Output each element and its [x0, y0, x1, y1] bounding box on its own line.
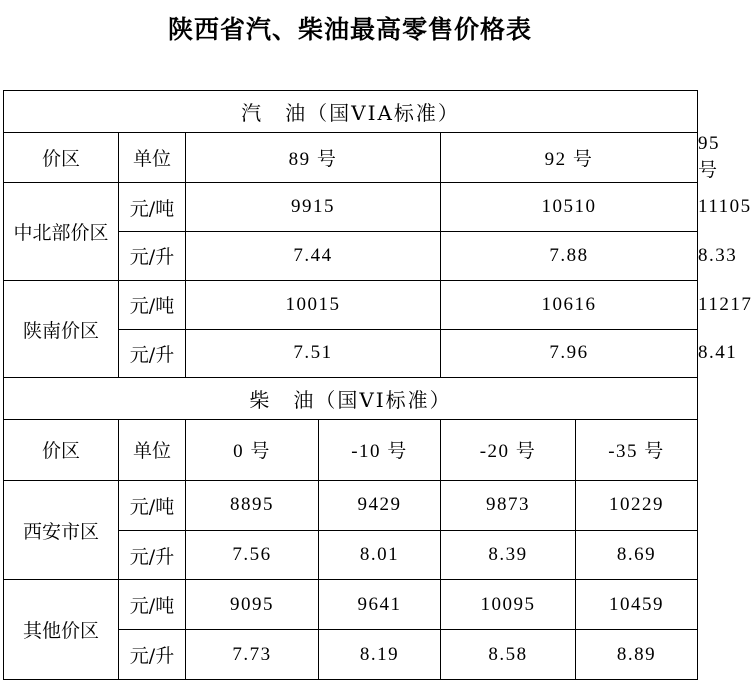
price-cell: 9915: [186, 183, 441, 232]
grade-92-header: 92 号: [441, 132, 698, 183]
region-name: 中北部价区: [4, 183, 119, 280]
price-cell: 9095: [186, 580, 319, 630]
page-title: 陕西省汽、柴油最高零售价格表: [167, 15, 532, 44]
price-cell: 8.69: [576, 530, 698, 580]
price-table: [3, 90, 752, 680]
price-cell: 7.88: [441, 232, 698, 281]
diesel-section-header: [4, 378, 698, 420]
unit-cell: 元/吨: [119, 183, 186, 232]
price-cell: 7.44: [186, 232, 441, 281]
gasoline-section-standard: 油（国VIA标准）: [285, 100, 460, 125]
diesel-unit-header: 单位: [119, 419, 186, 480]
table-row: 中北部价区 元/吨 9915 10510 11105: [4, 183, 698, 232]
gasoline-unit-header: 单位: [119, 132, 186, 183]
price-cell: 9429: [319, 480, 441, 530]
grade-0-header: 0 号: [186, 419, 319, 480]
region-name: 西安市区: [4, 480, 119, 580]
gasoline-section-header: [4, 91, 698, 133]
price-cell: 10095: [441, 580, 576, 630]
diesel-section-char: 柴: [249, 388, 272, 413]
unit-cell: 元/吨: [119, 280, 186, 329]
gasoline-section-char: 汽: [241, 100, 264, 125]
price-cell: 8.58: [441, 630, 576, 680]
price-cell: 9641: [319, 580, 441, 630]
price-cell: 8.89: [576, 630, 698, 680]
diesel-section-title: [4, 378, 698, 420]
region-name: 其他价区: [4, 580, 119, 680]
unit-cell: 元/吨: [119, 480, 186, 530]
diesel-section-standard: 油（国VI标准）: [293, 388, 452, 413]
price-cell: 10229: [576, 480, 698, 530]
price-cell: 10616: [441, 280, 698, 329]
price-cell: 9873: [441, 480, 576, 530]
diesel-region-header: 价区: [4, 419, 119, 480]
unit-cell: 元/吨: [119, 580, 186, 630]
gasoline-section-title: [4, 91, 698, 133]
gasoline-region-header: 价区: [4, 132, 119, 183]
price-cell: 10015: [186, 280, 441, 329]
unit-cell: 元/升: [119, 530, 186, 580]
price-cell: 7.56: [186, 530, 319, 580]
price-cell: 8.01: [319, 530, 441, 580]
unit-cell: 元/升: [119, 232, 186, 281]
price-cell: 10459: [576, 580, 698, 630]
price-cell: 7.96: [441, 329, 698, 378]
price-cell: 10510: [441, 183, 698, 232]
table-row: 陕南价区 元/吨 10015 10616 11217: [4, 280, 698, 329]
table-row: [4, 480, 698, 530]
price-cell: 8895: [186, 480, 319, 530]
price-cell: 8.19: [319, 630, 441, 680]
table-row: [4, 580, 698, 630]
unit-cell: 元/升: [119, 630, 186, 680]
grade-89-header: 89 号: [186, 132, 441, 183]
price-cell: 7.73: [186, 630, 319, 680]
region-name: 陕南价区: [4, 280, 119, 377]
price-cell: 8.39: [441, 530, 576, 580]
table-row: 元/升 7.44 7.88 8.33: [4, 232, 698, 281]
grade-minus20-header: -20 号: [441, 419, 576, 480]
diesel-column-header: [4, 419, 698, 480]
gasoline-column-header: 价区 单位 89 号 92 号 95 号: [4, 132, 698, 183]
unit-cell: 元/升: [119, 329, 186, 378]
price-cell: 7.51: [186, 329, 441, 378]
grade-minus10-header: -10 号: [319, 419, 441, 480]
grade-minus35-header: -35 号: [576, 419, 698, 480]
table-row: 元/升 7.51 7.96 8.41: [4, 329, 698, 378]
